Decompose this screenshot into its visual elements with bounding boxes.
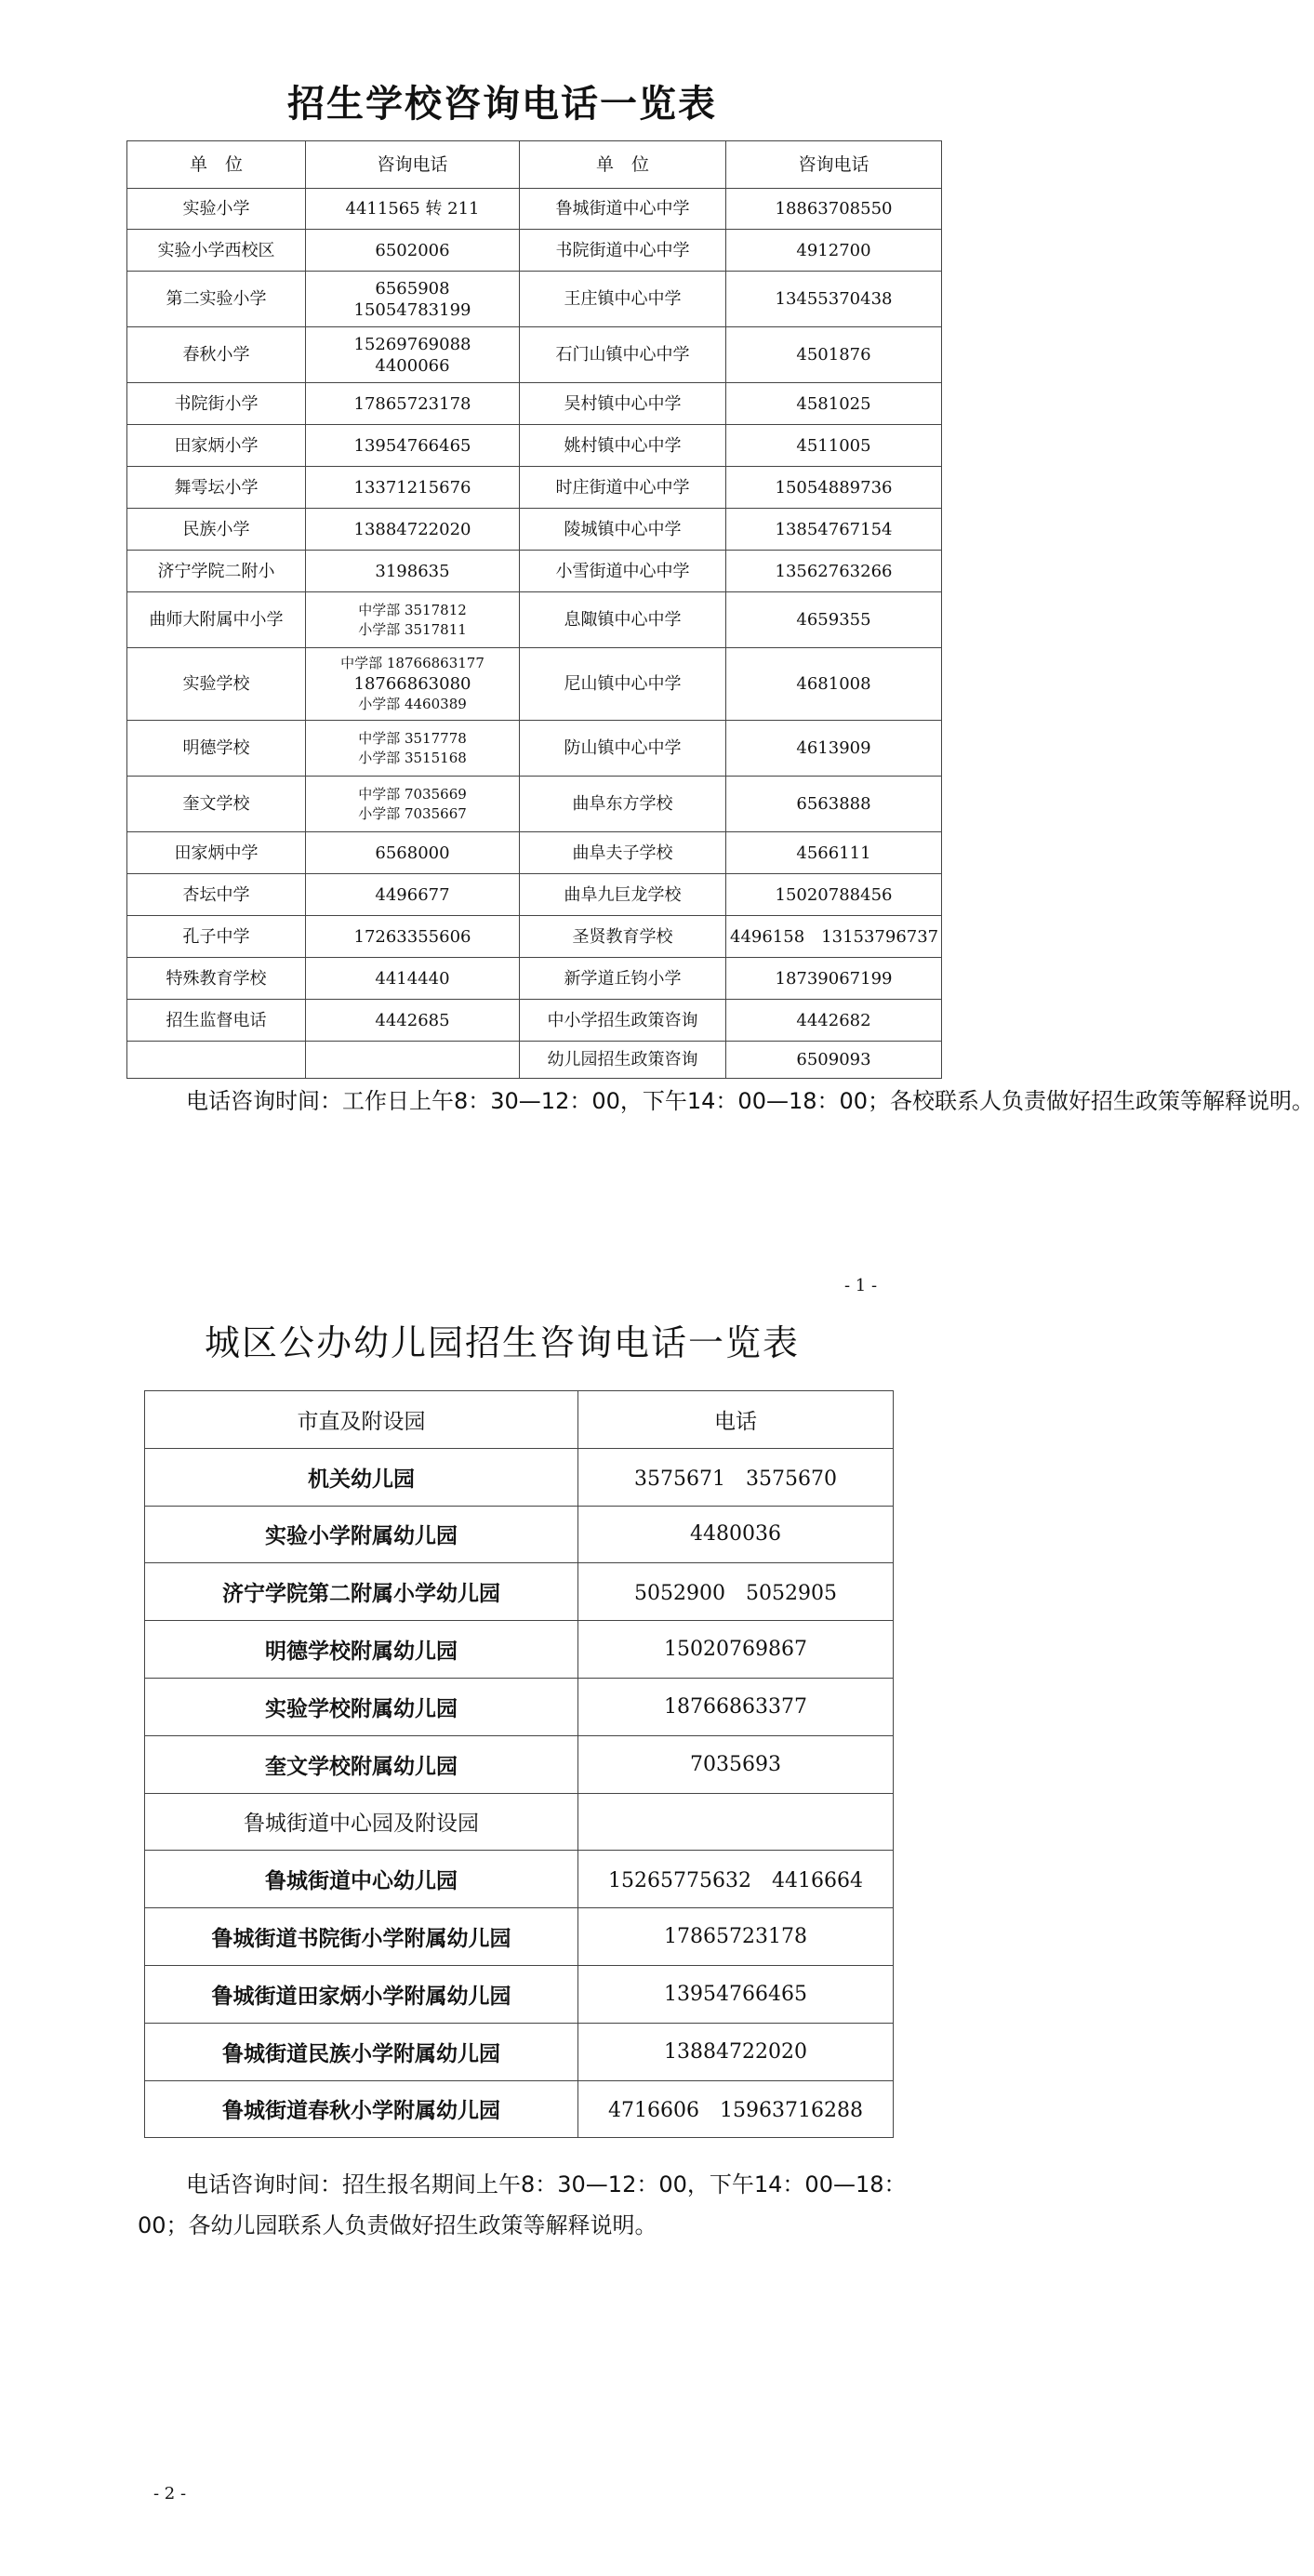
school-phone-table xyxy=(126,140,942,1079)
phone1-cell xyxy=(306,189,520,230)
kindergarten-phone xyxy=(578,1793,894,1851)
phone-line: 中学部 3517778 xyxy=(358,729,467,747)
phone-line: 13954766465 xyxy=(353,435,471,456)
unit1-cell: 田家炳中学 xyxy=(127,832,306,874)
kindergarten-name: 实验学校附属幼儿园 xyxy=(145,1678,578,1735)
unit2-cell: 圣贤教育学校 xyxy=(520,916,726,958)
table-row xyxy=(127,777,942,832)
kindergarten-name: 鲁城街道田家炳小学附属幼儿园 xyxy=(145,1965,578,2023)
header-phone-2: 咨询电话 xyxy=(726,141,942,189)
phone1-cell xyxy=(306,383,520,425)
unit1-cell: 实验小学西校区 xyxy=(127,230,306,272)
phone-line: 13854767154 xyxy=(775,519,893,539)
phone-line: 6563888 xyxy=(796,794,871,814)
unit2-cell: 曲阜九巨龙学校 xyxy=(520,874,726,916)
table-row xyxy=(145,2023,894,2080)
kindergarten-phone: 3575671 3575670 xyxy=(578,1448,894,1506)
unit1-cell: 曲师大附属中小学 xyxy=(127,592,306,648)
table-row xyxy=(127,592,942,648)
table-row xyxy=(127,189,942,230)
phone-line: 4659355 xyxy=(796,610,871,630)
phone-line: 3198635 xyxy=(375,561,450,581)
unit1-cell: 春秋小学 xyxy=(127,327,306,383)
unit1-cell: 书院街小学 xyxy=(127,383,306,425)
table-row xyxy=(127,327,942,383)
phone2-cell xyxy=(726,1042,942,1079)
consultation-time-note: 电话咨询时间：工作日上午8：30—12：00，下午14：00—18：00；各校联系人负责做好招生政策等解释说明。 xyxy=(186,1088,1314,1114)
table-row xyxy=(145,1563,894,1621)
phone-line: 4581025 xyxy=(796,393,871,414)
phone2-cell xyxy=(726,721,942,777)
kindergarten-phone: 18766863377 xyxy=(578,1678,894,1735)
phone-line: 4414440 xyxy=(375,968,450,989)
phone1-cell xyxy=(306,832,520,874)
page-number: - 1 - xyxy=(844,1276,878,1295)
kindergarten-phone-table xyxy=(144,1390,894,2138)
phone1-cell xyxy=(306,648,520,721)
phone2-cell xyxy=(726,230,942,272)
table-row xyxy=(127,425,942,467)
table-row xyxy=(127,383,942,425)
table-row xyxy=(145,1621,894,1679)
phone1-cell xyxy=(306,1042,520,1079)
unit2-cell: 幼儿园招生政策咨询 xyxy=(520,1042,726,1079)
phone1-cell xyxy=(306,874,520,916)
phone2-cell xyxy=(726,327,942,383)
phone-line: 17865723178 xyxy=(353,393,471,414)
header-unit-2: 单 位 xyxy=(520,141,726,189)
phone-line: 17263355606 xyxy=(353,926,471,947)
kindergarten-name: 鲁城街道中心幼儿园 xyxy=(145,1851,578,1908)
phone2-cell xyxy=(726,777,942,832)
unit1-cell: 杏坛中学 xyxy=(127,874,306,916)
phone1-cell xyxy=(306,958,520,1000)
unit1-cell: 实验小学 xyxy=(127,189,306,230)
phone1-cell xyxy=(306,230,520,272)
phone-line: 4566111 xyxy=(796,843,871,863)
unit2-cell: 中小学招生政策咨询 xyxy=(520,1000,726,1042)
header-unit-1: 单 位 xyxy=(127,141,306,189)
kindergarten-phone: 15020769867 xyxy=(578,1621,894,1679)
table-row xyxy=(127,916,942,958)
phone-line: 15020788456 xyxy=(775,884,893,905)
phone2-cell xyxy=(726,958,942,1000)
table-row xyxy=(127,721,942,777)
page-2 xyxy=(0,1288,1004,2576)
unit1-cell: 第二实验小学 xyxy=(127,272,306,327)
phone2-cell xyxy=(726,383,942,425)
kindergarten-name: 奎文学校附属幼儿园 xyxy=(145,1735,578,1793)
unit1-cell: 田家炳小学 xyxy=(127,425,306,467)
table-row xyxy=(145,1965,894,2023)
phone-line: 6568000 xyxy=(375,843,450,863)
phone-line: 13455370438 xyxy=(775,289,893,309)
unit2-cell: 小雪街道中心中学 xyxy=(520,551,726,592)
phone1-cell xyxy=(306,509,520,551)
phone2-cell xyxy=(726,916,942,958)
phone-line: 18739067199 xyxy=(775,968,893,989)
phone2-cell xyxy=(726,1000,942,1042)
header-phone-1: 咨询电话 xyxy=(306,141,520,189)
kindergarten-phone: 17865723178 xyxy=(578,1908,894,1966)
phone-line: 中学部 18766863177 xyxy=(340,655,484,671)
kindergarten-name: 济宁学院第二附属小学幼儿园 xyxy=(145,1563,578,1621)
unit2-cell: 防山镇中心中学 xyxy=(520,721,726,777)
unit1-cell: 济宁学院二附小 xyxy=(127,551,306,592)
page-number: - 2 - xyxy=(153,2484,187,2503)
kindergarten-name: 鲁城街道中心园及附设园 xyxy=(145,1793,578,1851)
unit2-cell: 书院街道中心中学 xyxy=(520,230,726,272)
unit2-cell: 吴村镇中心中学 xyxy=(520,383,726,425)
unit2-cell: 曲阜东方学校 xyxy=(520,777,726,832)
unit2-cell: 尼山镇中心中学 xyxy=(520,648,726,721)
phone2-cell xyxy=(726,592,942,648)
unit1-cell: 招生监督电话 xyxy=(127,1000,306,1042)
table-row xyxy=(127,958,942,1000)
phone-line: 13562763266 xyxy=(775,561,893,581)
kindergarten-phone: 15265775632 4416664 xyxy=(578,1851,894,1908)
unit2-cell: 时庄街道中心中学 xyxy=(520,467,726,509)
unit2-cell: 石门山镇中心中学 xyxy=(520,327,726,383)
unit2-cell: 陵城镇中心中学 xyxy=(520,509,726,551)
phone-line: 小学部 7035667 xyxy=(358,804,467,822)
phone-line: 中学部 3517812 xyxy=(358,601,467,618)
kindergarten-phone: 4716606 15963716288 xyxy=(578,2080,894,2138)
table-row xyxy=(145,1851,894,1908)
header-kindergarten: 市直及附设园 xyxy=(145,1391,578,1449)
table-row xyxy=(145,1793,894,1851)
phone-line: 4496677 xyxy=(375,884,450,905)
phone1-cell xyxy=(306,467,520,509)
phone1-cell xyxy=(306,327,520,383)
unit2-cell: 姚村镇中心中学 xyxy=(520,425,726,467)
unit1-cell: 奎文学校 xyxy=(127,777,306,832)
phone-line: 小学部 3515168 xyxy=(358,749,467,766)
unit2-cell: 鲁城街道中心中学 xyxy=(520,189,726,230)
phone2-cell xyxy=(726,272,942,327)
phone-line: 4442685 xyxy=(375,1010,450,1030)
header-phone: 电话 xyxy=(578,1391,894,1449)
table-row xyxy=(145,1448,894,1506)
phone-line: 6509093 xyxy=(796,1050,871,1069)
kindergarten-phone: 7035693 xyxy=(578,1735,894,1793)
phone-line: 13884722020 xyxy=(353,519,471,539)
phone-line: 15054783199 xyxy=(353,299,471,320)
unit2-cell: 王庄镇中心中学 xyxy=(520,272,726,327)
table-row xyxy=(145,1506,894,1563)
unit1-cell: 特殊教育学校 xyxy=(127,958,306,1000)
kindergarten-phone: 5052900 5052905 xyxy=(578,1563,894,1621)
table-row xyxy=(127,1042,942,1079)
unit1-cell: 明德学校 xyxy=(127,721,306,777)
phone-line: 4681008 xyxy=(796,674,871,694)
phone1-cell xyxy=(306,425,520,467)
kindergarten-name: 鲁城街道春秋小学附属幼儿园 xyxy=(145,2080,578,2138)
kindergarten-phone: 13954766465 xyxy=(578,1965,894,2023)
table-row xyxy=(127,648,942,721)
table-row xyxy=(127,551,942,592)
phone-line: 4442682 xyxy=(796,1010,871,1030)
table-row xyxy=(127,1000,942,1042)
phone1-cell xyxy=(306,272,520,327)
phone-line: 4613909 xyxy=(796,738,871,758)
phone-line: 6502006 xyxy=(375,240,450,260)
phone-line: 小学部 4460389 xyxy=(358,696,467,712)
phone1-cell xyxy=(306,592,520,648)
table-row xyxy=(127,874,942,916)
phone2-cell xyxy=(726,509,942,551)
table-header-row xyxy=(127,141,942,189)
unit1-cell: 实验学校 xyxy=(127,648,306,721)
phone-line: 18766863080 xyxy=(353,674,471,694)
table-row xyxy=(145,1678,894,1735)
phone-line: 6565908 xyxy=(375,278,450,299)
kindergarten-phone: 4480036 xyxy=(578,1506,894,1563)
table-row xyxy=(127,230,942,272)
table-header-row xyxy=(145,1391,894,1449)
phone2-cell xyxy=(726,874,942,916)
page-title: 招生学校咨询电话一览表 xyxy=(287,82,717,126)
phone-line: 4501876 xyxy=(796,345,871,365)
phone1-cell xyxy=(306,721,520,777)
table-row xyxy=(127,832,942,874)
phone-line: 13371215676 xyxy=(353,477,471,498)
phone2-cell xyxy=(726,648,942,721)
phone2-cell xyxy=(726,832,942,874)
phone2-cell xyxy=(726,425,942,467)
unit2-cell: 息陬镇中心中学 xyxy=(520,592,726,648)
unit2-cell: 新学道丘钧小学 xyxy=(520,958,726,1000)
table-row xyxy=(145,2080,894,2138)
kindergarten-name: 明德学校附属幼儿园 xyxy=(145,1621,578,1679)
phone-line: 4400066 xyxy=(375,355,450,376)
table-row xyxy=(127,467,942,509)
phone-line: 4496158 13153796737 xyxy=(730,926,939,947)
table-row xyxy=(145,1735,894,1793)
kindergarten-name: 机关幼儿园 xyxy=(145,1448,578,1506)
kindergarten-name: 鲁城街道书院街小学附属幼儿园 xyxy=(145,1908,578,1966)
unit1-cell: 舞雩坛小学 xyxy=(127,467,306,509)
kindergarten-name: 实验小学附属幼儿园 xyxy=(145,1506,578,1563)
phone-line: 15269769088 xyxy=(353,334,471,354)
phone-line: 4912700 xyxy=(796,240,871,260)
table-row xyxy=(127,272,942,327)
table-row xyxy=(127,509,942,551)
phone-line: 4411565 转 211 xyxy=(345,199,480,219)
kindergarten-name: 鲁城街道民族小学附属幼儿园 xyxy=(145,2023,578,2080)
phone-line: 小学部 3517811 xyxy=(358,620,467,638)
unit2-cell: 曲阜夫子学校 xyxy=(520,832,726,874)
phone2-cell xyxy=(726,551,942,592)
page-title: 城区公办幼儿园招生咨询电话一览表 xyxy=(204,1322,800,1363)
phone-line: 中学部 7035669 xyxy=(358,785,467,803)
phone1-cell xyxy=(306,1000,520,1042)
unit1-cell: 民族小学 xyxy=(127,509,306,551)
unit1-cell: 孔子中学 xyxy=(127,916,306,958)
phone1-cell xyxy=(306,916,520,958)
unit1-cell xyxy=(127,1042,306,1079)
phone-line: 4511005 xyxy=(796,435,871,456)
phone-line: 18863708550 xyxy=(775,199,893,219)
phone1-cell xyxy=(306,777,520,832)
phone1-cell xyxy=(306,551,520,592)
kindergarten-phone: 13884722020 xyxy=(578,2023,894,2080)
consultation-time-note: 电话咨询时间：招生报名期间上午8：30—12：00，下午14：00—18：00；各幼儿园联系人负责做好招生政策等解释说明。 xyxy=(138,2171,907,2238)
phone2-cell xyxy=(726,467,942,509)
phone2-cell xyxy=(726,189,942,230)
table-row xyxy=(145,1908,894,1966)
phone-line: 15054889736 xyxy=(775,477,893,498)
